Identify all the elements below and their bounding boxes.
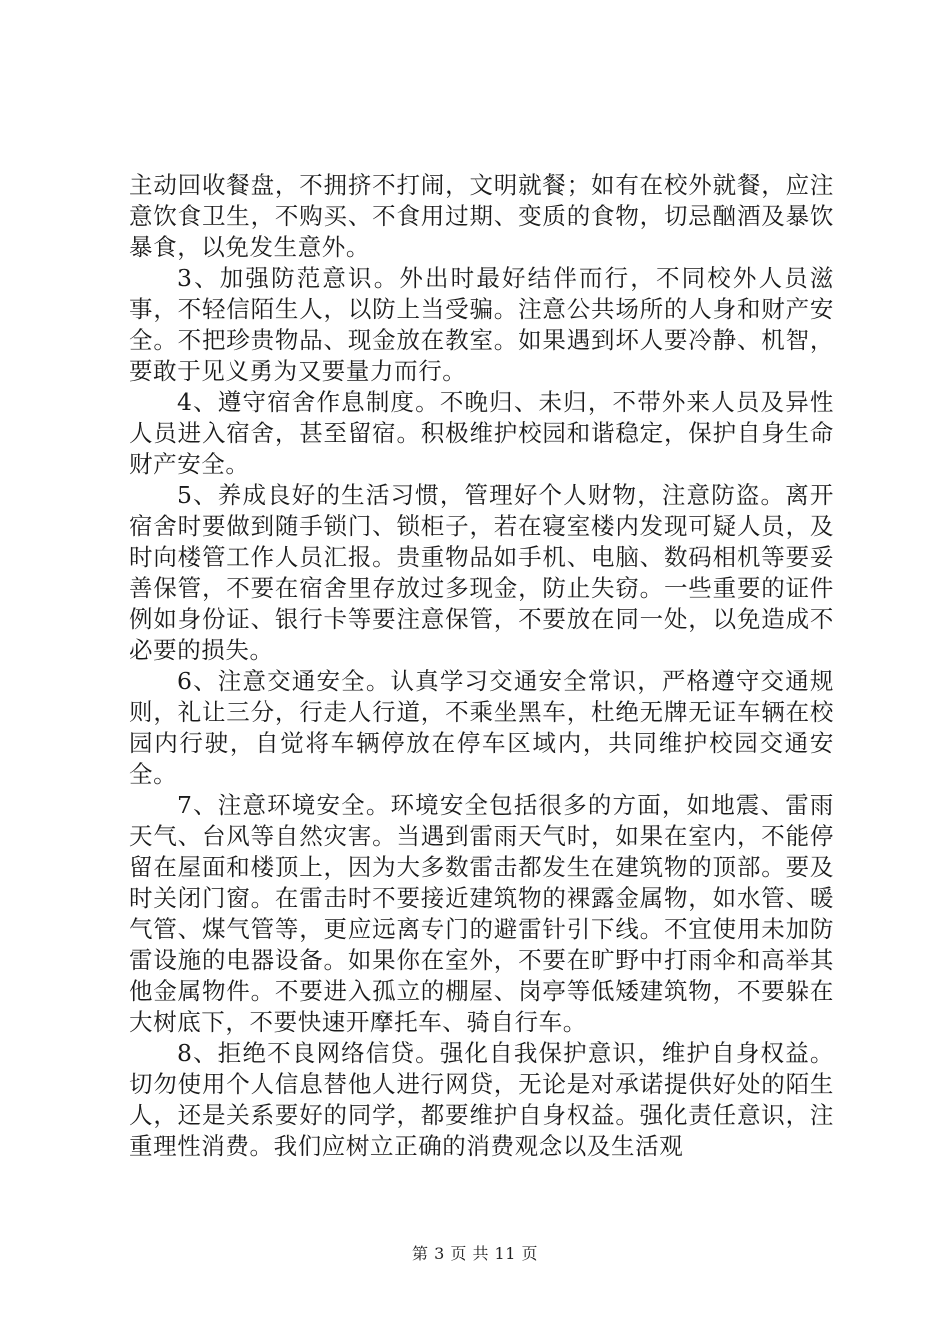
paragraph-item-7: 7、注意环境安全。环境安全包括很多的方面，如地震、雷雨天气、台风等自然灾害。当遇到雷雨天气时，如果在室内，不能停留在屋面和楼顶上，因为大多数雷击都发生在建筑物的顶部。要及时关闭门窗。在雷击时不要接近建筑物的裸露金属物，如水管、暖气管、煤气管等，更应远离专门的避雷针引下线。不宜使用未加防雷设施的电器设备。如果你在室外，不要在旷野中打雨伞和高举其他金属物件。不要进入孤立的棚屋、岗亭等低矮建筑物，不要躲在大树底下，不要快速开摩托车、骑自行车。: [129, 791, 834, 1036]
paragraph-item-6: 6、注意交通安全。认真学习交通安全常识，严格遵守交通规则，礼让三分，行走人行道，不乘坐黑车，杜绝无牌无证车辆在校园内行驶，自觉将车辆停放在停车区域内，共同维护校园交通安全。: [129, 667, 834, 788]
paragraph-item-5: 5、养成良好的生活习惯，管理好个人财物，注意防盗。离开宿舍时要做到随手锁门、锁柜子，若在寝室楼内发现可疑人员，及时向楼管工作人员汇报。贵重物品如手机、电脑、数码相机等要妥善保管，不要在宿舍里存放过多现金，防止失窃。一些重要的证件例如身份证、银行卡等要注意保管，不要放在同一处，以免造成不必要的损失。: [129, 481, 834, 664]
paragraph-continuation: 主动回收餐盘，不拥挤不打闹，文明就餐；如有在校外就餐，应注意饮食卫生，不购买、不食用过期、变质的食物，切忌酗酒及暴饮暴食，以免发生意外。: [129, 171, 834, 261]
paragraph-item-8: 8、拒绝不良网络信贷。强化自我保护意识，维护自身权益。切勿使用个人信息替他人进行网贷，无论是对承诺提供好处的陌生人，还是关系要好的同学，都要维护自身权益。强化责任意识，注重理性消费。我们应树立正确的消费观念以及生活观: [129, 1039, 834, 1160]
paragraph-item-4: 4、遵守宿舍作息制度。不晚归、未归，不带外来人员及异性人员进入宿舍，甚至留宿。积极维护校园和谐稳定，保护自身生命财产安全。: [129, 388, 834, 478]
document-body: [129, 170, 834, 1162]
page-number-footer: 第 3 页 共 11 页: [412, 1244, 538, 1263]
paragraph-item-3: 3、加强防范意识。外出时最好结伴而行，不同校外人员滋事，不轻信陌生人，以防上当受骗。注意公共场所的人身和财产安全。不把珍贵物品、现金放在教室。如果遇到坏人要冷静、机智，要敢于见义勇为又要量力而行。: [129, 264, 834, 385]
